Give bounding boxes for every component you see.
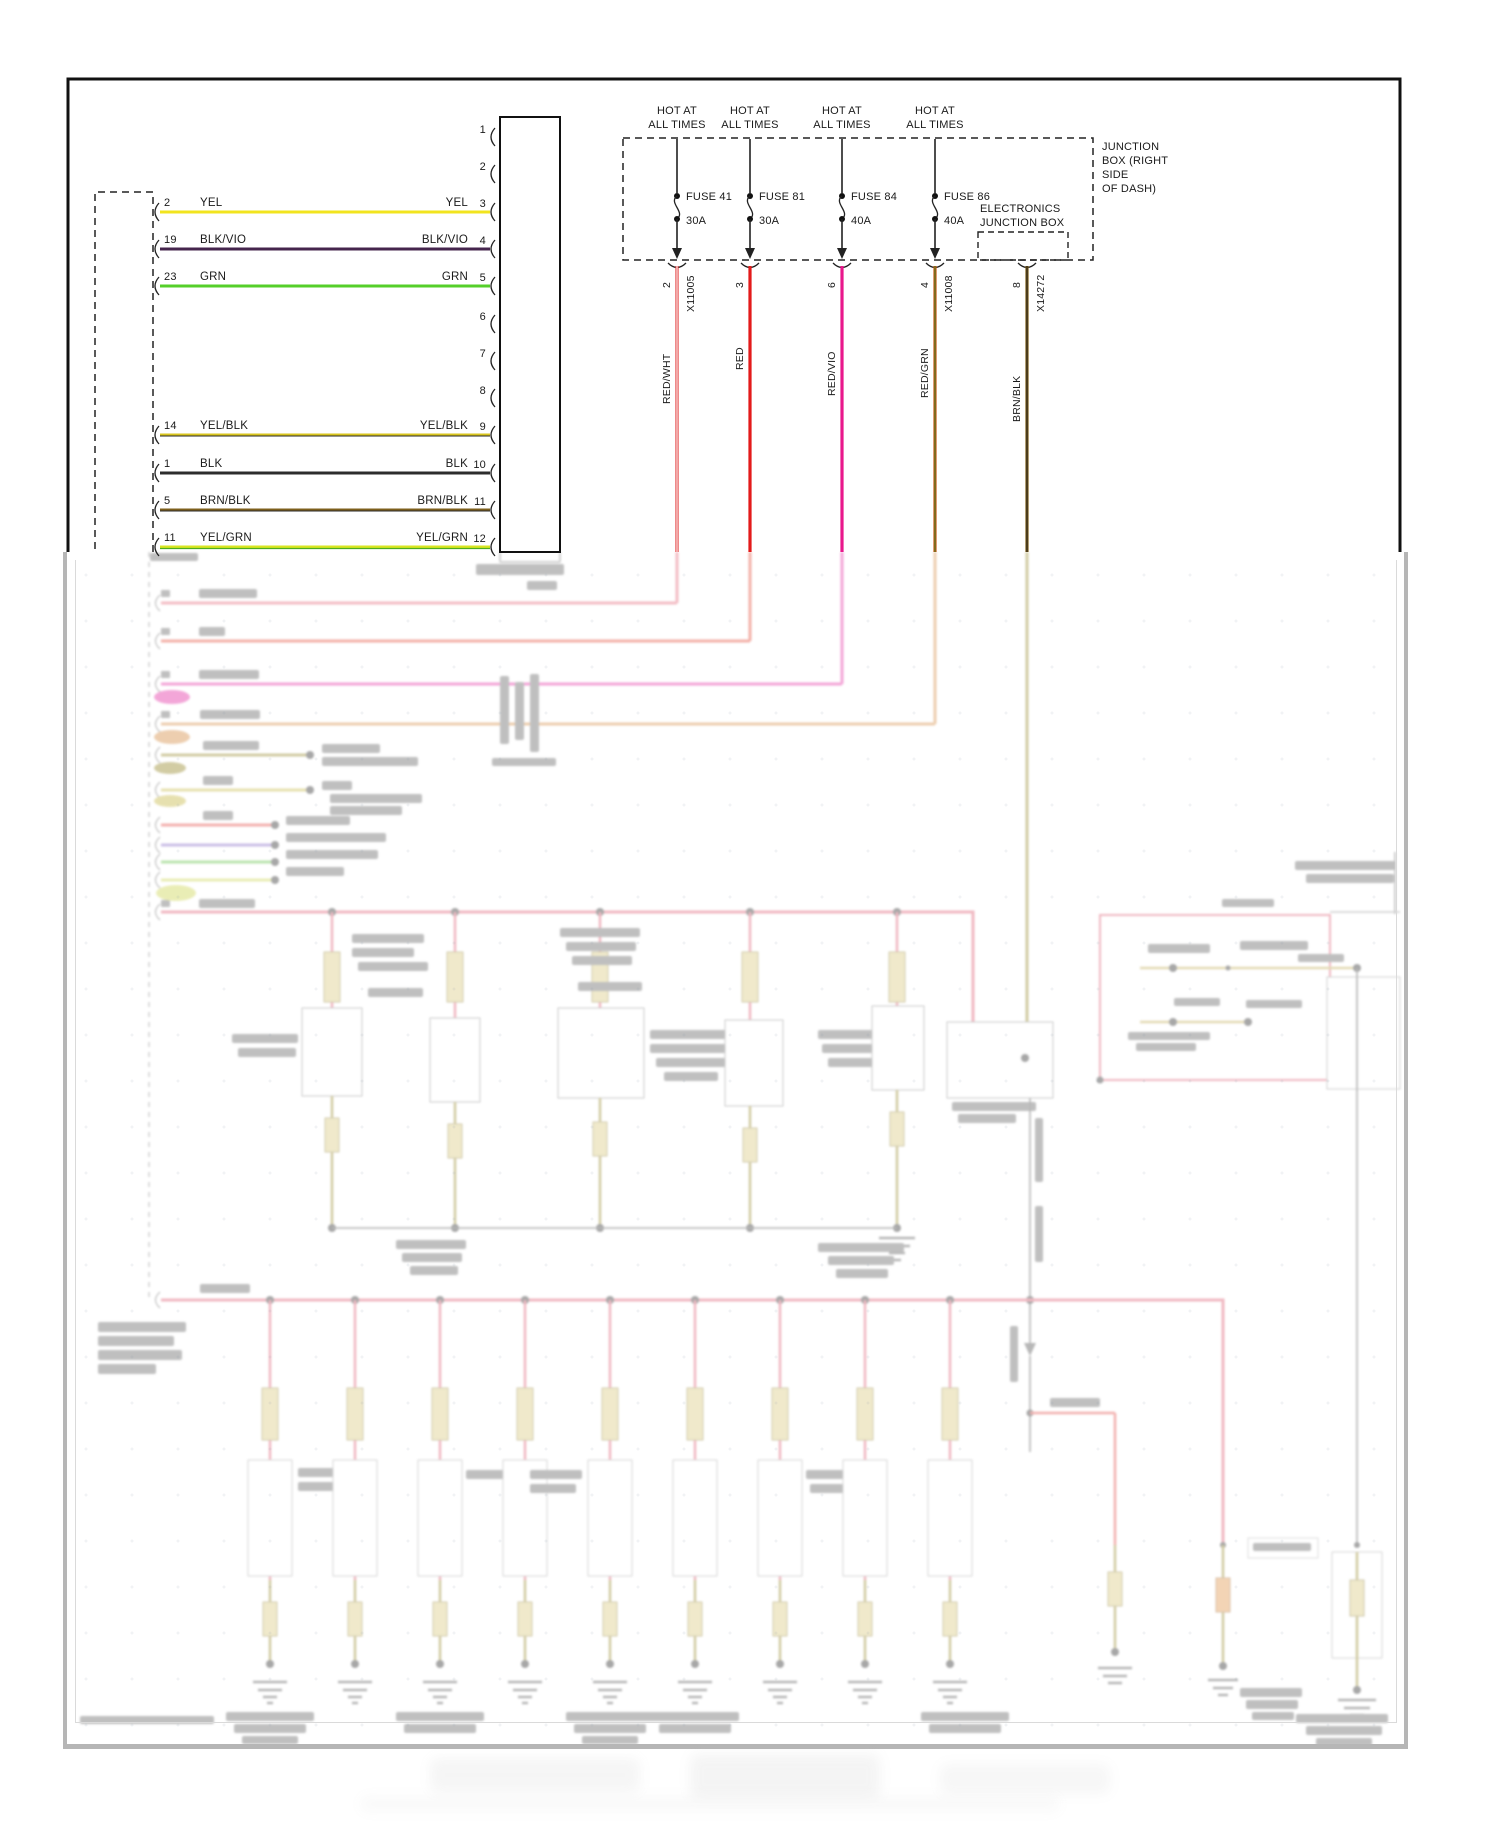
wire-color-label: RED/VIO — [826, 351, 838, 396]
hot-label: ALL TIMES — [648, 119, 706, 131]
svg-text:JUNCTION: JUNCTION — [1102, 141, 1160, 153]
harness-wires — [155, 197, 490, 556]
pin-number: 12 — [473, 533, 486, 545]
module-connector-box — [500, 117, 560, 552]
pin-number: 6 — [479, 311, 486, 323]
pin-number: 1 — [479, 124, 486, 136]
wire-color-label: YEL/BLK — [200, 420, 249, 432]
pin-number: 8 — [479, 385, 486, 397]
arrow-down-icon — [930, 248, 940, 259]
wire-color-label: YEL — [200, 197, 223, 209]
pin-number: 9 — [479, 421, 486, 433]
wire-color-label: BLK/VIO — [200, 234, 247, 246]
fuse-amp: 30A — [686, 215, 707, 227]
electronics-junction-box-dashed — [978, 232, 1068, 260]
wire-color-label-right: BLK — [445, 458, 468, 470]
svg-text:BOX (RIGHT: BOX (RIGHT — [1102, 155, 1169, 167]
fuse-name: FUSE 84 — [851, 191, 898, 203]
hot-label: ALL TIMES — [721, 119, 779, 131]
fuse-circuit-86 — [906, 105, 990, 552]
arrow-down-icon — [745, 248, 755, 259]
hot-label: ALL TIMES — [813, 119, 871, 131]
svg-text:ELECTRONICS: ELECTRONICS — [980, 203, 1061, 215]
left-harness-connector-box — [95, 192, 153, 552]
pin-number: 10 — [473, 459, 486, 471]
wire-color-label: RED/GRN — [919, 348, 931, 398]
left-pin: 11 — [164, 532, 176, 544]
connector-pin: 3 — [734, 281, 746, 288]
pin-number: 5 — [479, 272, 486, 284]
pin-number: 4 — [479, 235, 486, 247]
connector-id: X14272 — [1035, 274, 1047, 312]
pin-number: 3 — [479, 198, 486, 210]
fuse-name: FUSE 81 — [759, 191, 806, 203]
svg-text:OF DASH): OF DASH) — [1102, 183, 1157, 195]
fuse-name: FUSE 86 — [944, 191, 991, 203]
wire-row-yel — [155, 197, 490, 221]
fuse-amp: 40A — [851, 215, 872, 227]
ejb-output-circuit — [1011, 263, 1047, 552]
wire-row-brnblk — [155, 495, 490, 519]
connector-pin: 2 — [661, 281, 673, 288]
hot-label: HOT AT — [657, 105, 697, 117]
wire-row-blkvio — [155, 234, 490, 258]
wire-color-label: YEL/GRN — [200, 532, 252, 544]
connector-pin: 4 — [919, 281, 931, 288]
wire-color-label-right: YEL/GRN — [416, 532, 468, 544]
wire-row-yelblk — [155, 420, 490, 444]
svg-text:SIDE: SIDE — [1102, 169, 1129, 181]
hot-label: HOT AT — [730, 105, 770, 117]
pin-number: 2 — [479, 161, 486, 173]
fuse-circuit-84 — [813, 105, 897, 552]
fuse-name: FUSE 41 — [686, 191, 733, 203]
left-pin: 19 — [164, 234, 177, 246]
wire-color-label-right: YEL — [445, 197, 468, 209]
page-border — [68, 79, 1400, 552]
fuse-amp: 40A — [944, 215, 965, 227]
left-pin: 1 — [164, 458, 171, 470]
wire-color-label: BRN/BLK — [1011, 375, 1023, 422]
wire-color-label-right: BRN/BLK — [417, 495, 468, 507]
left-pin: 5 — [164, 495, 171, 507]
left-pin: 2 — [164, 197, 171, 209]
hot-label: ALL TIMES — [906, 119, 964, 131]
wire-color-label-right: BLK/VIO — [421, 234, 468, 246]
arrow-down-icon — [672, 248, 682, 259]
pin-number: 7 — [479, 348, 486, 360]
connector-pin: 6 — [826, 281, 838, 288]
electronics-junction-box-label — [980, 203, 1065, 229]
fuse-amp: 30A — [759, 215, 780, 227]
wire-color-label: RED — [734, 347, 746, 370]
module-pin-list — [473, 124, 495, 556]
pin-number: 11 — [474, 496, 486, 508]
svg-text:JUNCTION BOX: JUNCTION BOX — [980, 217, 1065, 229]
wire-color-label: RED/WHT — [661, 353, 673, 404]
hot-label: HOT AT — [822, 105, 862, 117]
connector-id: X11005 — [685, 275, 697, 312]
fuse-circuit-81 — [721, 105, 805, 552]
wire-color-label: BLK — [200, 458, 223, 470]
left-pin: 23 — [164, 271, 177, 283]
arrow-down-icon — [837, 248, 847, 259]
fuse-circuit-41 — [648, 105, 732, 552]
left-pin: 14 — [164, 420, 177, 432]
wire-color-label: BRN/BLK — [200, 495, 251, 507]
connector-pin: 8 — [1011, 281, 1023, 288]
junction-box-label — [1102, 141, 1168, 195]
hot-label: HOT AT — [915, 105, 955, 117]
wire-row-yelgrn — [155, 532, 490, 556]
wire-color-label: GRN — [200, 271, 227, 283]
connector-id: X11008 — [943, 275, 955, 312]
wire-row-blk — [155, 458, 490, 482]
wire-color-label-right: GRN — [441, 271, 468, 283]
wire-row-grn — [155, 271, 490, 295]
wire-color-label-right: YEL/BLK — [419, 420, 468, 432]
